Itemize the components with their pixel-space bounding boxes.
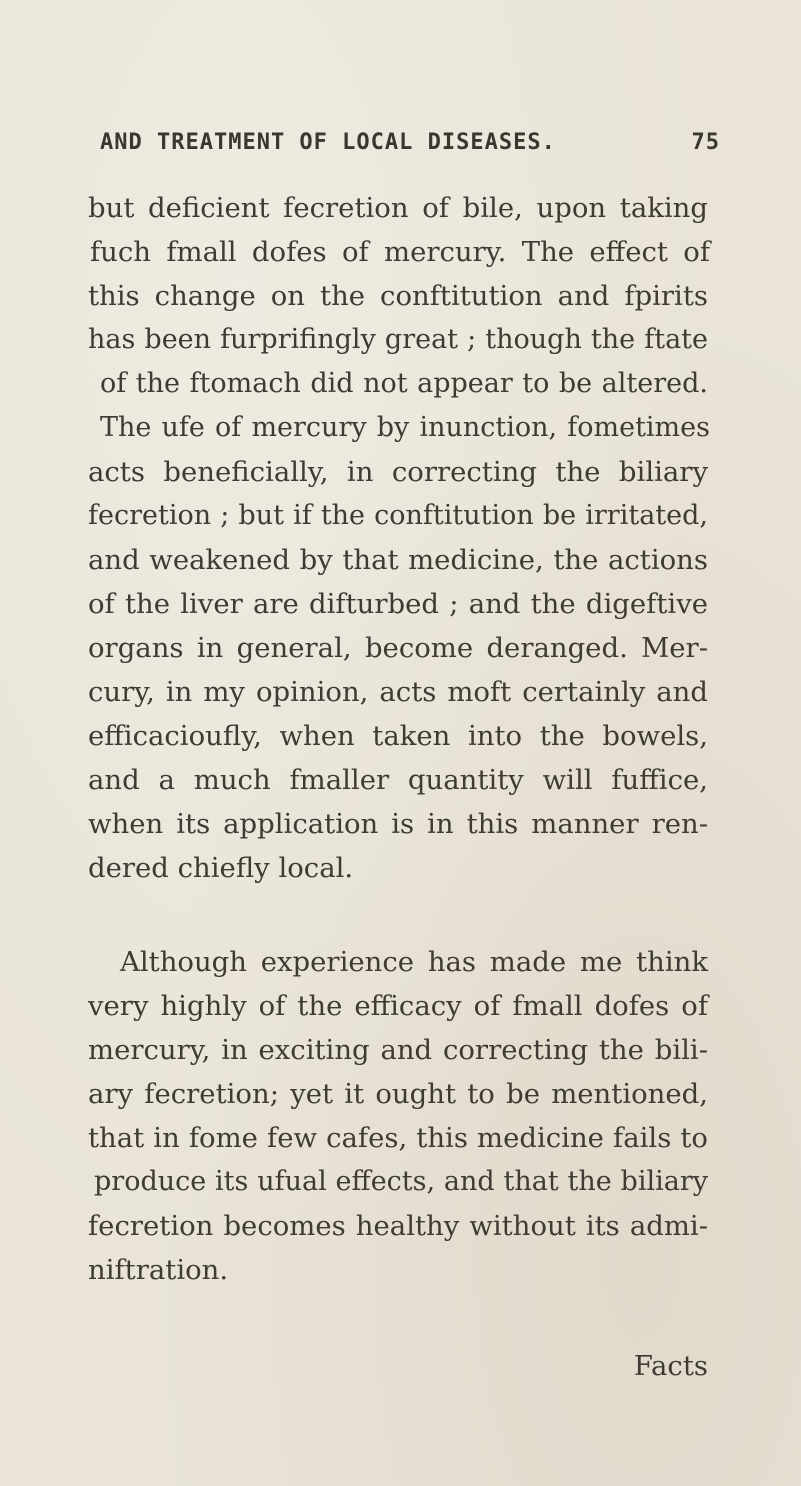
text-line: fuch fmall dofes of mercury. The effect of: [90, 236, 710, 268]
text-line: The ufe of mercury by inunction, fometimes: [100, 412, 710, 443]
text-line: very highly of the efficacy of fmall dofes of: [88, 990, 708, 1022]
text-line: when its application is in this manner ren-: [88, 808, 708, 840]
text-line: and weakened by that medicine, the actions: [88, 544, 708, 576]
text-line: organs in general, become deranged. Mer-: [88, 632, 708, 664]
text-line: produce its ufual effects, and that the biliary: [94, 1166, 708, 1197]
text-line: dered chiefly local.: [88, 852, 354, 884]
text-line: mercury, in exciting and correcting the bili-: [88, 1034, 708, 1066]
text-line: of the liver are difturbed ; and the digeftive: [88, 588, 708, 620]
text-line: efficacioufly, when taken into the bowels,: [88, 720, 708, 752]
page-number: 75: [691, 130, 720, 155]
text-line: acts beneficially, in correcting the biliary: [88, 456, 708, 488]
text-line: this change on the conftitution and fpirits: [88, 280, 708, 312]
text-line: niftration.: [88, 1254, 229, 1286]
text-line: cury, in my opinion, acts moft certainly and: [88, 676, 708, 708]
text-line: but deficient fecretion of bile, upon taking: [88, 192, 708, 224]
text-line: fecretion becomes healthy without its admi-: [88, 1210, 708, 1242]
text-line: has been furprifingly great ; though the ftate: [88, 324, 708, 355]
text-line: ary fecretion; yet it ought to be mentioned,: [88, 1078, 708, 1110]
text-line: Although experience has made me think: [120, 946, 708, 978]
text-line: that in fome few cafes, this medicine fails to: [88, 1122, 708, 1154]
text-line: of the ftomach did not appear to be altered.: [100, 368, 708, 399]
catchword: Facts: [633, 1350, 708, 1382]
text-line: fecretion ; but if the conftitution be irritated,: [88, 500, 708, 531]
text-line: and a much fmaller quantity will fuffice,: [88, 764, 708, 796]
running-head-title: AND TREATMENT OF LOCAL DISEASES.: [100, 130, 556, 155]
